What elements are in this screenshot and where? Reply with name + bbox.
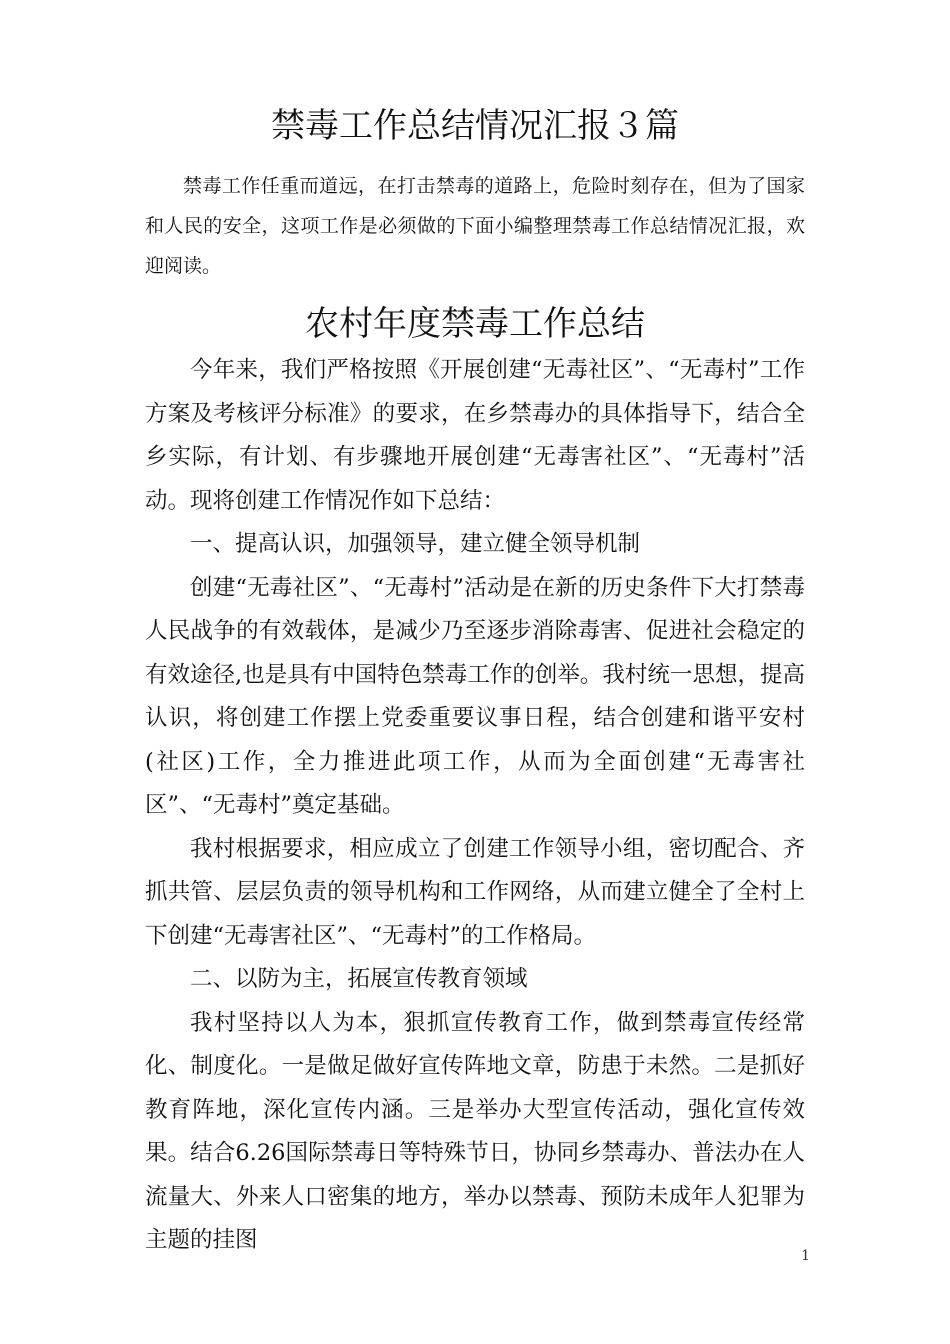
- intro-paragraph: 禁毒工作任重而道远，在打击禁毒的道路上，危险时刻存在，但为了国家和人民的安全，这项工作是必须做的下面小编整理禁毒工作总结情况汇报，欢迎阅读。: [145, 175, 805, 277]
- page-number: 1: [801, 1248, 810, 1264]
- body-paragraph: 今年来，我们严格按照《开展创建“无毒社区”、“无毒村”工作方案及考核评分标准》的要求，在乡禁毒办的具体指导下，结合全乡实际，有计划、有步骤地开展创建“无毒害社区”、“无毒村”活动。现将创建工作情况作如下总结：: [145, 357, 805, 514]
- body-paragraph: 创建“无毒社区”、“无毒村”活动是在新的历史条件下大打禁毒人民战争的有效载体，是减少乃至逐步消除毒害、促进社会稳定的有效途径,也是具有中国特色禁毒工作的创举。我村统一思想，提高认识，将创建工作摆上党委重要议事日程，结合创建和谐平安村(社区)工作，全力推进此项工作，从而为全面创建“无毒害社区”、“无毒村”奠定基础。: [145, 574, 805, 818]
- body-paragraph: 我村根据要求，相应成立了创建工作领导小组，密切配合、齐抓共管、层层负责的领导机构和工作网络，从而建立健全了全村上下创建“无毒害社区”、“无毒村”的工作格局。: [145, 835, 805, 949]
- body-paragraph: 我村坚持以人为本，狠抓宣传教育工作，做到禁毒宣传经常化、制度化。一是做足做好宣传阵地文章，防患于未然。二是抓好教育阵地，深化宣传内涵。三是举办大型宣传活动，强化宣传效果。结合6.26国际禁毒日等特殊节日，协同乡禁毒办、普法办在人流量大、外来人口密集的地方，举办以禁毒、预防未成年人犯罪为主题的挂图: [145, 1009, 805, 1253]
- document-body: [145, 349, 805, 1263]
- section-title: 农村年度禁毒工作总结: [305, 304, 645, 344]
- section-heading-2: 二、以防为主，拓展宣传教育领域: [190, 966, 528, 992]
- section-heading-1: 一、提高认识，加强领导，建立健全领导机制: [190, 531, 641, 557]
- document-title: 禁毒工作总结情况汇报３篇: [271, 106, 679, 146]
